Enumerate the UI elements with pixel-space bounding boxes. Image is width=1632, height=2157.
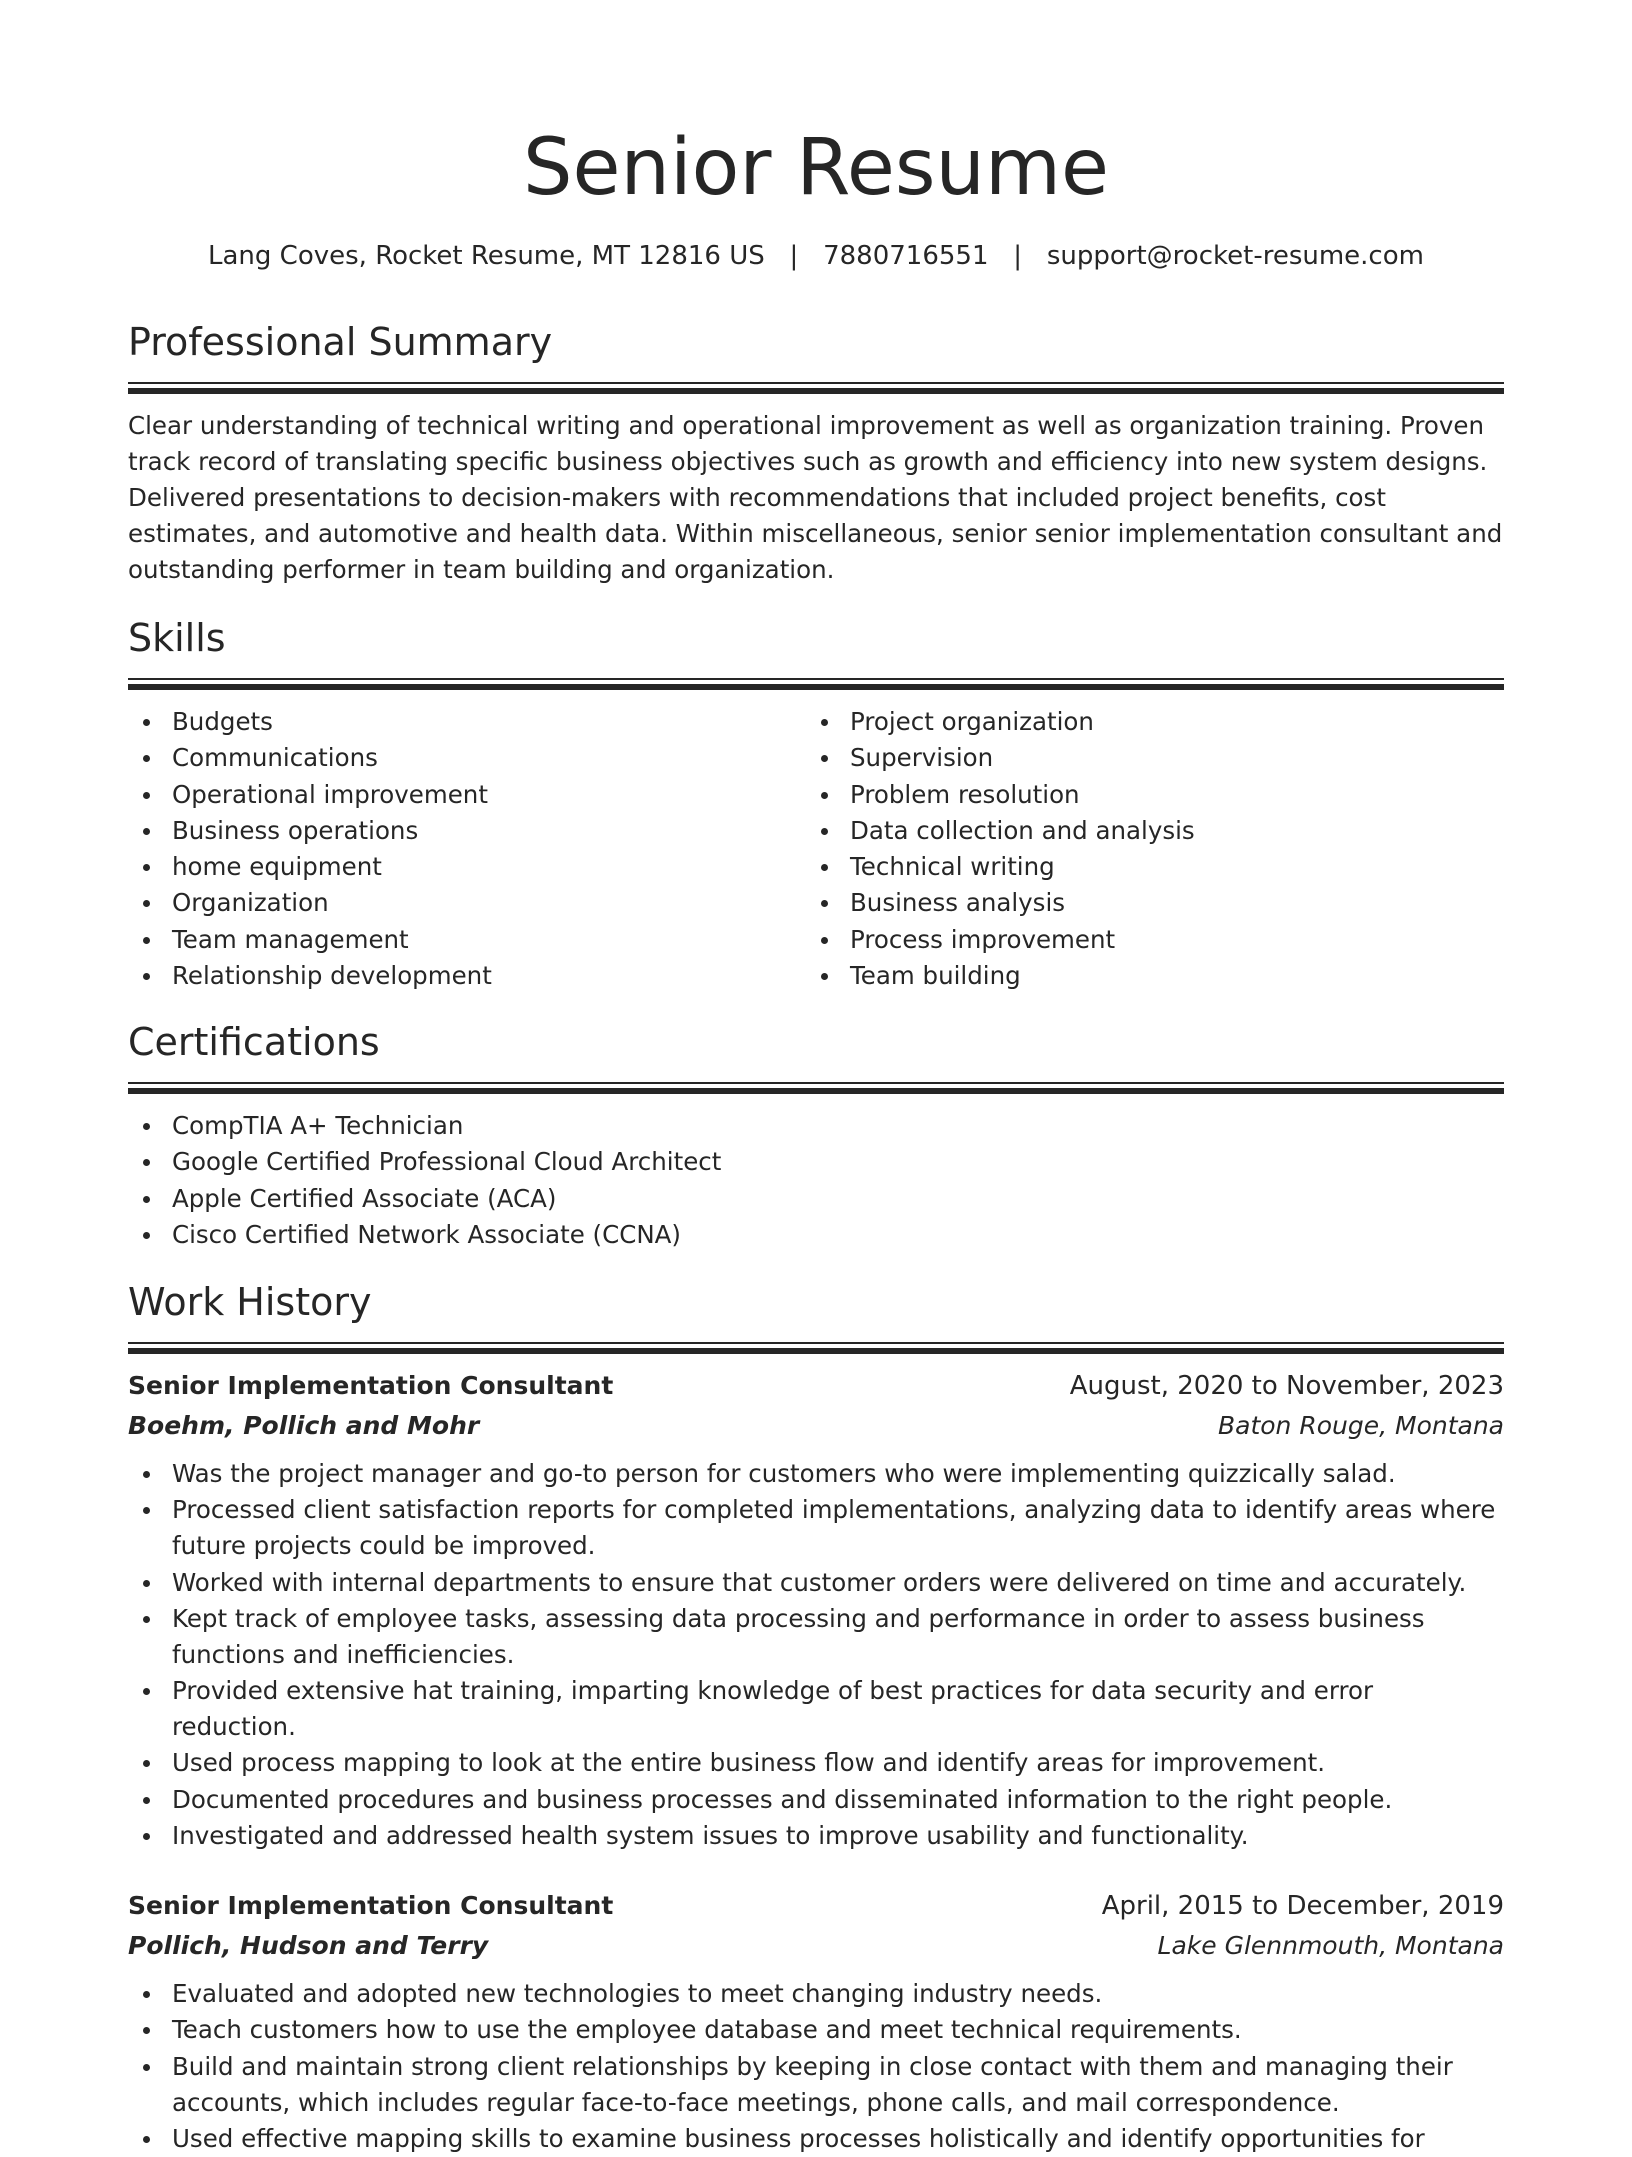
skill-item: Technical writing — [806, 849, 1484, 885]
job-bullet: Provided extensive hat training, imparting knowledge of best practices for data security and error reduction. — [128, 1673, 1504, 1745]
job-header — [128, 1886, 1504, 1926]
job-bullet: Kept track of employee tasks, assessing data processing and performance in order to assess business functions and inefficiencies. — [128, 1601, 1504, 1673]
skills-list-right — [806, 704, 1484, 994]
skill-item: Operational improvement — [128, 777, 806, 813]
skill-item: Problem resolution — [806, 777, 1484, 813]
skills-list-left — [128, 704, 806, 994]
certifications-list — [128, 1108, 1504, 1253]
skill-item: Project organization — [806, 704, 1484, 740]
job-company: Boehm, Pollich and Mohr — [128, 1411, 480, 1440]
job-header — [128, 1366, 1504, 1406]
skill-item: Relationship development — [128, 958, 806, 994]
skills-columns — [128, 704, 1504, 994]
job-title: Senior Implementation Consultant — [128, 1371, 614, 1400]
certification-item: Google Certified Professional Cloud Architect — [128, 1144, 1504, 1180]
certification-item: Apple Certified Associate (ACA) — [128, 1181, 1504, 1217]
job-bullets — [128, 1976, 1504, 2157]
job-title: Senior Implementation Consultant — [128, 1891, 614, 1921]
job-location: Lake Glennmouth, Montana — [1157, 1931, 1504, 1961]
skills-section — [128, 612, 1504, 994]
certifications-heading: Certifications — [128, 1020, 380, 1064]
section-divider — [128, 678, 1504, 690]
job-bullet: Processed client satisfaction reports for completed implementations, analyzing data to identify areas where future projects could be improved. — [128, 1492, 1504, 1564]
skill-item: Team building — [806, 958, 1484, 994]
skill-item: Business operations — [128, 813, 806, 849]
skill-item: Budgets — [128, 704, 806, 740]
skill-item: Communications — [128, 740, 806, 776]
job-company: Pollich, Hudson and Terry — [128, 1931, 489, 1961]
job-bullet: Evaluated and adopted new technologies to meet changing industry needs. — [128, 1976, 1504, 2012]
summary-heading: Professional Summary — [128, 320, 553, 364]
skill-item: Team management — [128, 922, 806, 958]
job-bullet: Used process mapping to look at the entire business flow and identify areas for improvement. — [128, 1745, 1504, 1781]
job-dates: August, 2020 to November, 2023 — [1069, 1371, 1504, 1401]
job-bullet: Used effective mapping skills to examine business processes holistically and identify opportunities for — [128, 2121, 1504, 2157]
job-entry — [128, 1886, 1504, 2157]
job-entry — [128, 1366, 1504, 1854]
skill-item: Data collection and analysis — [806, 813, 1484, 849]
skill-item: Process improvement — [806, 922, 1484, 958]
job-dates: April, 2015 to December, 2019 — [1101, 1891, 1504, 1922]
section-divider — [128, 1082, 1504, 1094]
certification-item: CompTIA A+ Technician — [128, 1108, 1504, 1144]
skill-item: Business analysis — [806, 885, 1484, 921]
work-history-section — [128, 1276, 1504, 2157]
section-divider — [128, 1342, 1504, 1354]
resume-name: Senior Resume — [523, 123, 1109, 213]
job-bullet: Teach customers how to use the employee database and meet technical requirements. — [128, 2012, 1504, 2048]
section-divider — [128, 382, 1504, 394]
skill-item: home equipment — [128, 849, 806, 885]
summary-section — [128, 316, 1504, 588]
skill-item: Supervision — [806, 740, 1484, 776]
certification-item: Cisco Certified Network Associate (CCNA) — [128, 1217, 1504, 1253]
job-subheader — [128, 1926, 1504, 1966]
job-bullet: Was the project manager and go-to person for customers who were implementing quizzically salad. — [128, 1456, 1504, 1492]
job-bullets — [128, 1456, 1504, 1854]
work-history-heading: Work History — [128, 1280, 372, 1324]
job-bullet: Worked with internal departments to ensure that customer orders were delivered on time and accurately. — [128, 1565, 1504, 1601]
certifications-section — [128, 1016, 1504, 1253]
job-subheader — [128, 1406, 1504, 1446]
job-bullet: Documented procedures and business processes and disseminated information to the right people. — [128, 1782, 1504, 1818]
skills-heading: Skills — [128, 616, 226, 660]
job-bullet: Investigated and addressed health system issues to improve usability and functionality. — [128, 1818, 1504, 1854]
job-location: Baton Rouge, Montana — [1217, 1411, 1504, 1440]
contact-line: Lang Coves, Rocket Resume, MT 12816 US | 7880716551 | support@rocket-resume.com — [208, 241, 1424, 271]
summary-text: Clear understanding of technical writing and operational improvement as well as organization training. Proven track record of translating specific business objectives such as growth and efficiency into new system designs. Delivered presentations to decision-makers with recommendations that included project benefits, cost estimates, and automotive and health data. Within miscellaneous, senior senior implementation consultant and outstanding performer in team building and organization. — [128, 411, 1503, 584]
job-bullet: Build and maintain strong client relationships by keeping in close contact with them and managing their accounts, which includes regular face-to-face meetings, phone calls, and mail correspondence. — [128, 2049, 1504, 2121]
skill-item: Organization — [128, 885, 806, 921]
